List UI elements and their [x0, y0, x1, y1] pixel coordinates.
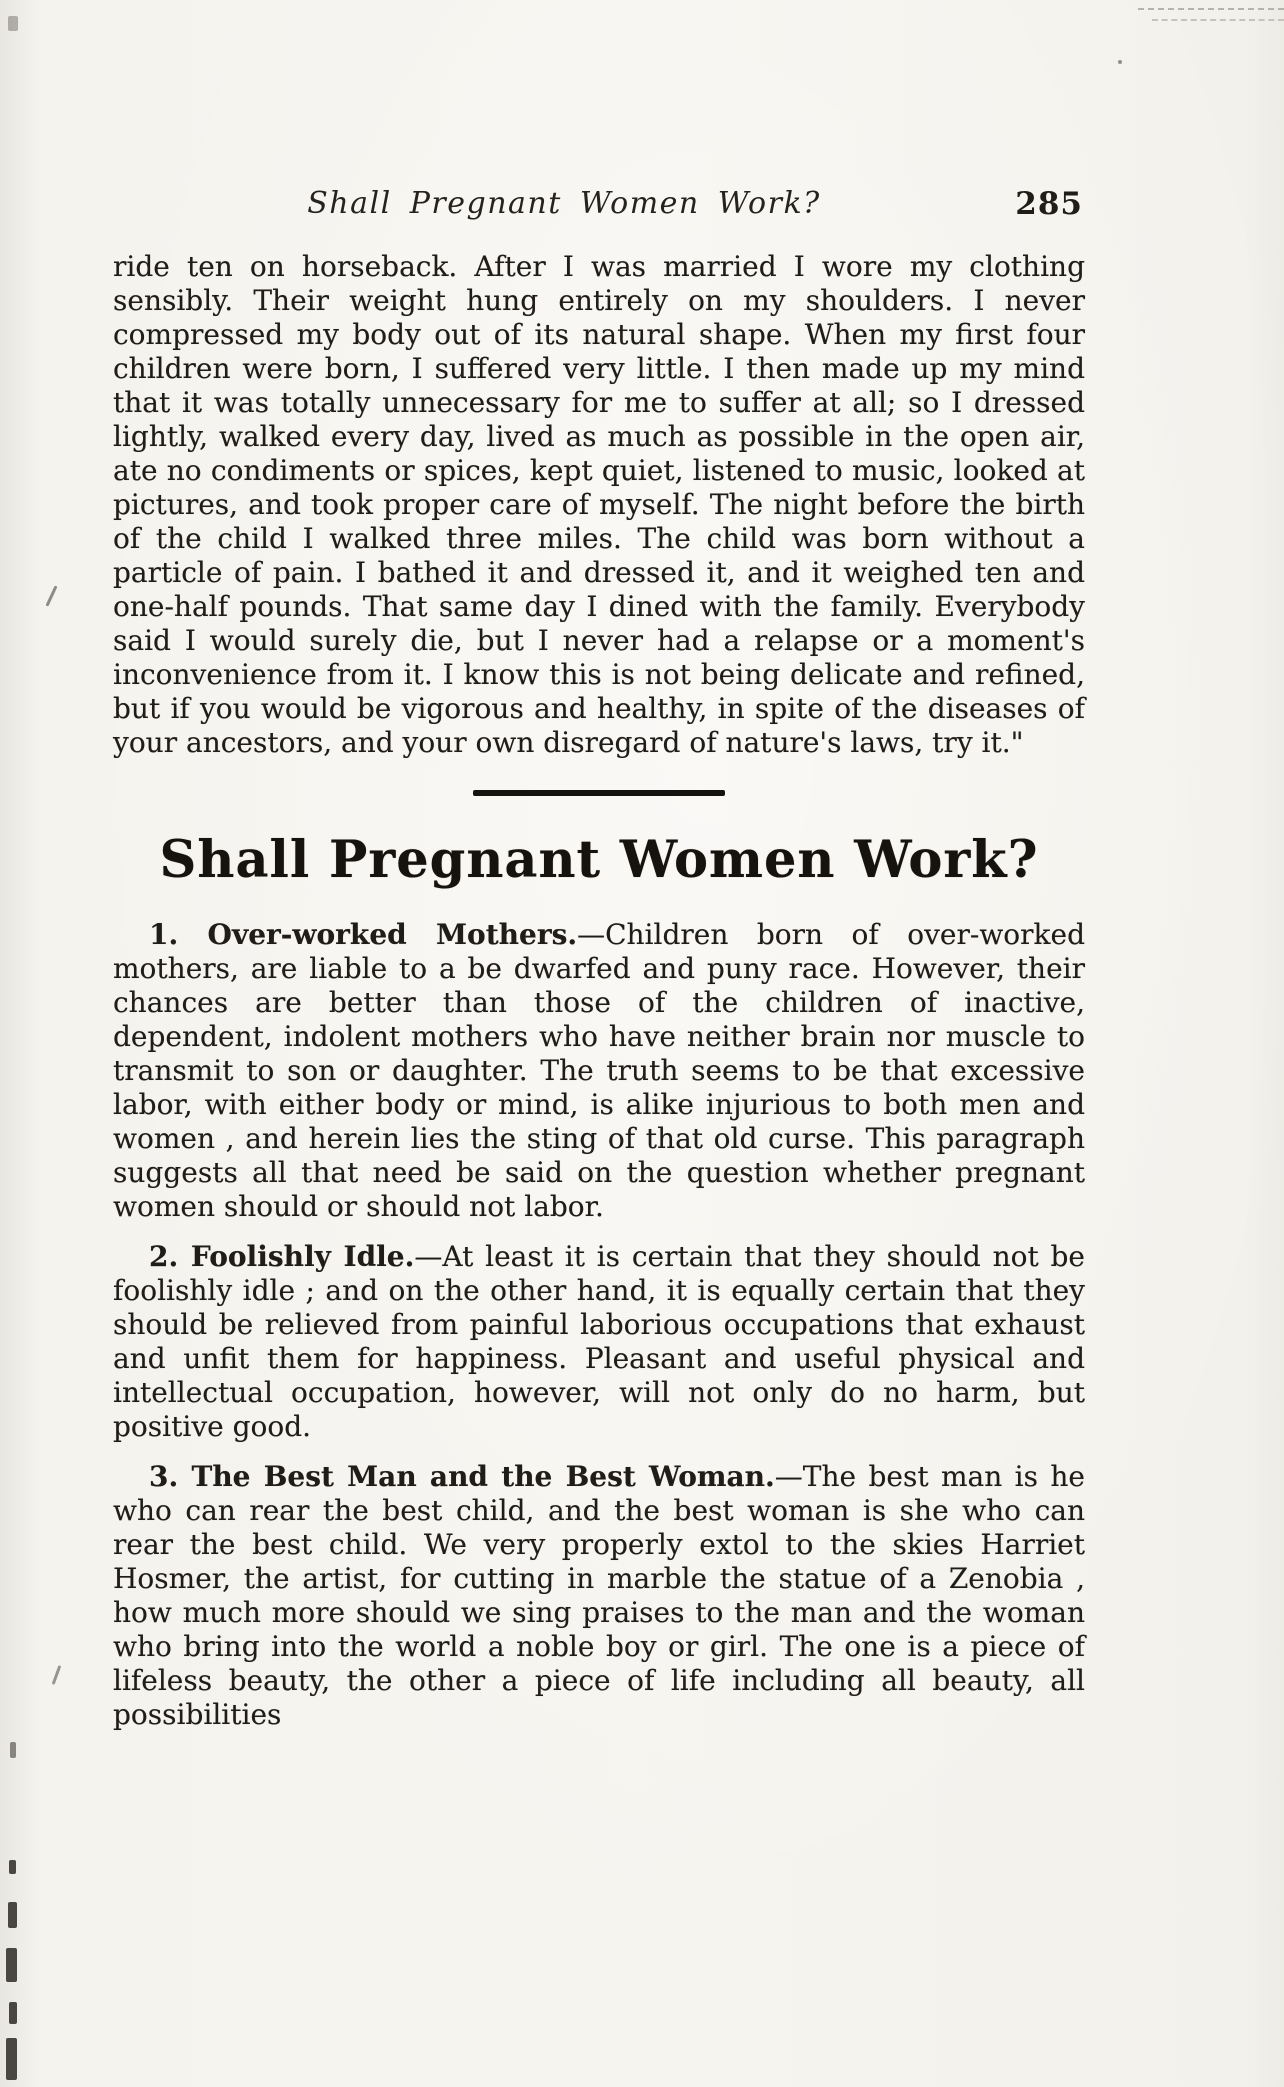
scan-edge-smudge	[6, 1948, 17, 1982]
paragraph-2-lead: 2. Foolishly Idle.	[149, 1240, 415, 1274]
running-head-title: Shall Pregnant Women Work?	[307, 186, 821, 221]
paragraph-2-text: —At least it is certain that they should not be foolishly idle ; and on the other hand, it is equally certain that they should be relieved from painful laborious occupations that exhaust and unfit them for happiness. Pleasant and useful physical and intellectual occupation, however, will not only do no harm, but positive good.	[113, 1240, 1085, 1444]
paragraph-1-text: —Children born of over-worked mothers, are liable to a be dwarfed and puny race. However, their chances are better than those of the children of inactive, dependent, indolent mothers who have neither brain nor muscle to transmit to son or daughter. The truth seems to be that excessive labor, with either body or mind, is alike injurious to both men and women , and herein lies the sting of that old curse. This paragraph suggests all that need be said on the question whether pregnant women should or should not labor.	[113, 918, 1085, 1224]
scan-smudge	[8, 16, 18, 31]
scan-ink-dot	[1118, 60, 1122, 64]
section-paragraph-2	[113, 1240, 1085, 1444]
scan-stray-mark	[45, 585, 57, 606]
chapter-title: Shall Pregnant Women Work?	[159, 830, 1039, 890]
section-paragraph-3	[113, 1460, 1085, 1732]
page-number: 285	[1015, 186, 1083, 222]
scan-edge-smudge	[8, 1902, 17, 1928]
scan-edge-smudge	[10, 1742, 16, 1758]
section-divider	[473, 790, 725, 796]
scan-edge-smudge	[9, 2002, 17, 2024]
scan-edge-smudge	[6, 2038, 17, 2080]
page-content	[113, 186, 1085, 1732]
section-paragraph-1	[113, 918, 1085, 1224]
scan-stray-mark	[52, 1665, 62, 1685]
scan-dashed-line	[1138, 8, 1284, 10]
paragraph-3-text: —The best man is he who can rear the best child, and the best woman is she who can rear the best child. We very properly extol to the skies Harriet Hosmer, the artist, for cutting in marble the statue of a Zenobia , how much more should we sing praises to the man and the woman who bring into the world a noble boy or girl. The one is a piece of lifeless beauty, the other a piece of life including all beauty, all possibilities	[113, 1460, 1085, 1732]
running-head	[113, 186, 1085, 230]
scan-dashed-line	[1152, 19, 1284, 21]
scan-edge-smudge	[9, 1860, 16, 1874]
intro-paragraph: ride ten on horseback. After I was married I wore my clothing sensibly. Their weight hung entirely on my shoulders. I never compressed my body out of its natural shape. When my first four children were born, I suffered very little. I then made up my mind that it was totally unnecessary for me to suffer at all; so I dressed lightly, walked every day, lived as much as possible in the open air, ate no condiments or spices, kept quiet, listened to music, looked at pictures, and took proper care of myself. The night before the birth of the child I walked three miles. The child was born without a particle of pain. I bathed it and dressed it, and it weighed ten and one-half pounds. That same day I dined with the family. Everybody said I would surely die, but I never had a relapse or a moment's inconvenience from it. I know this is not being delicate and refined, but if you would be vigorous and healthy, in spite of the diseases of your ancestors, and your own disregard of nature's laws, try it."	[113, 250, 1085, 759]
paragraph-1-lead: 1. Over-worked Mothers.	[149, 918, 578, 952]
paragraph-3-lead: 3. The Best Man and the Best Woman.	[149, 1460, 775, 1494]
